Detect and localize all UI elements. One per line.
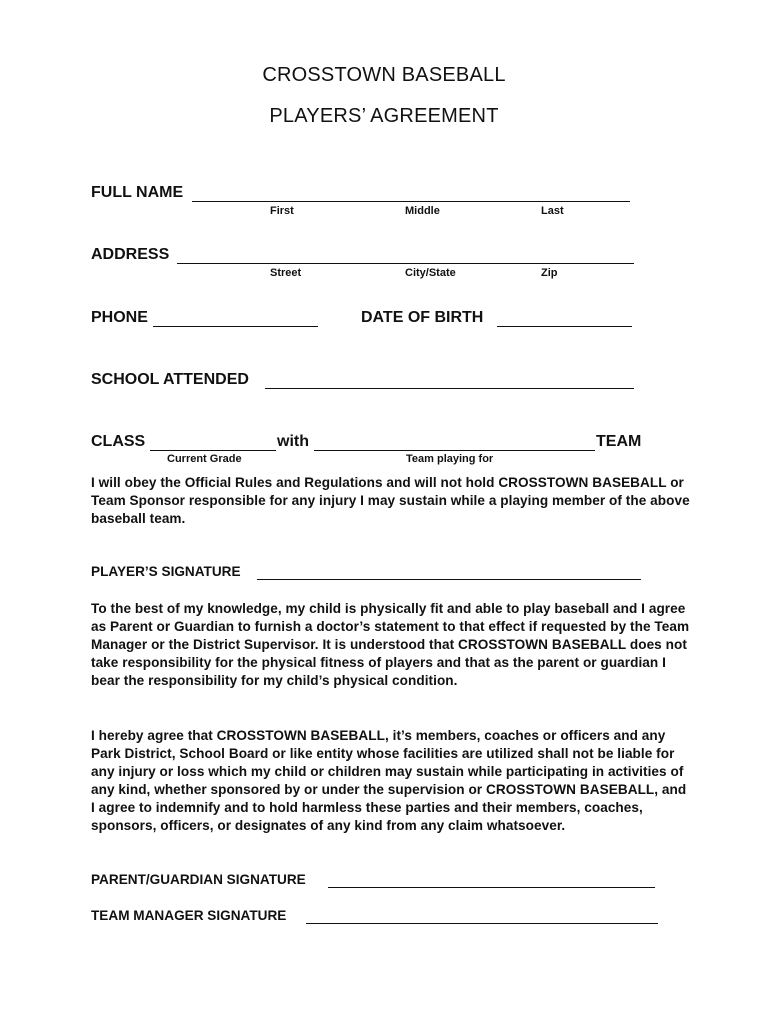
class-sub-team: Team playing for xyxy=(406,453,494,465)
manager-signature-label: TEAM MANAGER SIGNATURE xyxy=(91,908,287,923)
player-signature-label: PLAYER’S SIGNATURE xyxy=(91,564,241,579)
parent-signature-label: PARENT/GUARDIAN SIGNATURE xyxy=(91,872,306,887)
address-line[interactable] xyxy=(177,263,634,264)
manager-signature-line[interactable] xyxy=(306,923,658,924)
school-label: SCHOOL ATTENDED xyxy=(91,371,249,388)
address-label: ADDRESS xyxy=(91,246,170,263)
class-label: CLASS xyxy=(91,433,146,450)
full-name-label: FULL NAME xyxy=(91,184,184,201)
with-label: with xyxy=(277,433,309,450)
full-name-line[interactable] xyxy=(192,201,630,202)
page-title: CROSSTOWN BASEBALL xyxy=(262,64,506,86)
knowledge-paragraph: To the best of my knowledge, my child is physically fit and able to play baseball and I agree as Parent or Guardian to furnish a doctor’s statement to that effect if requested by the Team Manager or the District Supervisor. It is understood that CROSSTOWN BASEBALL does not take responsibility for the physical fitness of players and that as the parent or guardian I bear the responsibility for my child’s physical condition. xyxy=(91,601,690,688)
parent-signature-line[interactable] xyxy=(328,887,655,888)
dob-label: DATE OF BIRTH xyxy=(361,309,484,326)
agree-paragraph: I hereby agree that CROSSTOWN BASEBALL, it’s members, coaches or officers and any Park District, School Board or like entity whose facilities are utilized shall not be liable for any injury or loss which my child or children may sustain while participating in activities of any kind, whether sponsored by or under the supervision or CROSSTOWN BASEBALL, and I agree to indemnify and to hold harmless these parties and their members, coaches, sponsors, officers, or designates of any kind from any claim whatsoever. xyxy=(91,728,687,833)
team-line[interactable] xyxy=(314,450,595,451)
class-line[interactable] xyxy=(150,450,276,451)
address-sub-street: Street xyxy=(270,267,302,279)
page-subtitle: PLAYERS’ AGREEMENT xyxy=(269,105,499,127)
phone-label: PHONE xyxy=(91,309,148,326)
phone-line[interactable] xyxy=(153,326,318,327)
player-signature-line[interactable] xyxy=(257,579,641,580)
full-name-sub-middle: Middle xyxy=(405,205,440,217)
full-name-sub-first: First xyxy=(270,205,294,217)
class-sub-grade: Current Grade xyxy=(167,453,242,465)
school-line[interactable] xyxy=(265,388,634,389)
full-name-sub-last: Last xyxy=(541,205,564,217)
team-label: TEAM xyxy=(596,433,642,450)
address-sub-zip: Zip xyxy=(541,267,558,279)
obey-paragraph: I will obey the Official Rules and Regulations and will not hold CROSSTOWN BASEBALL or Team Sponsor responsible for any injury I may sustain while a playing member of the above baseball team. xyxy=(91,475,690,526)
address-sub-city-state: City/State xyxy=(405,267,456,279)
dob-line[interactable] xyxy=(497,326,632,327)
